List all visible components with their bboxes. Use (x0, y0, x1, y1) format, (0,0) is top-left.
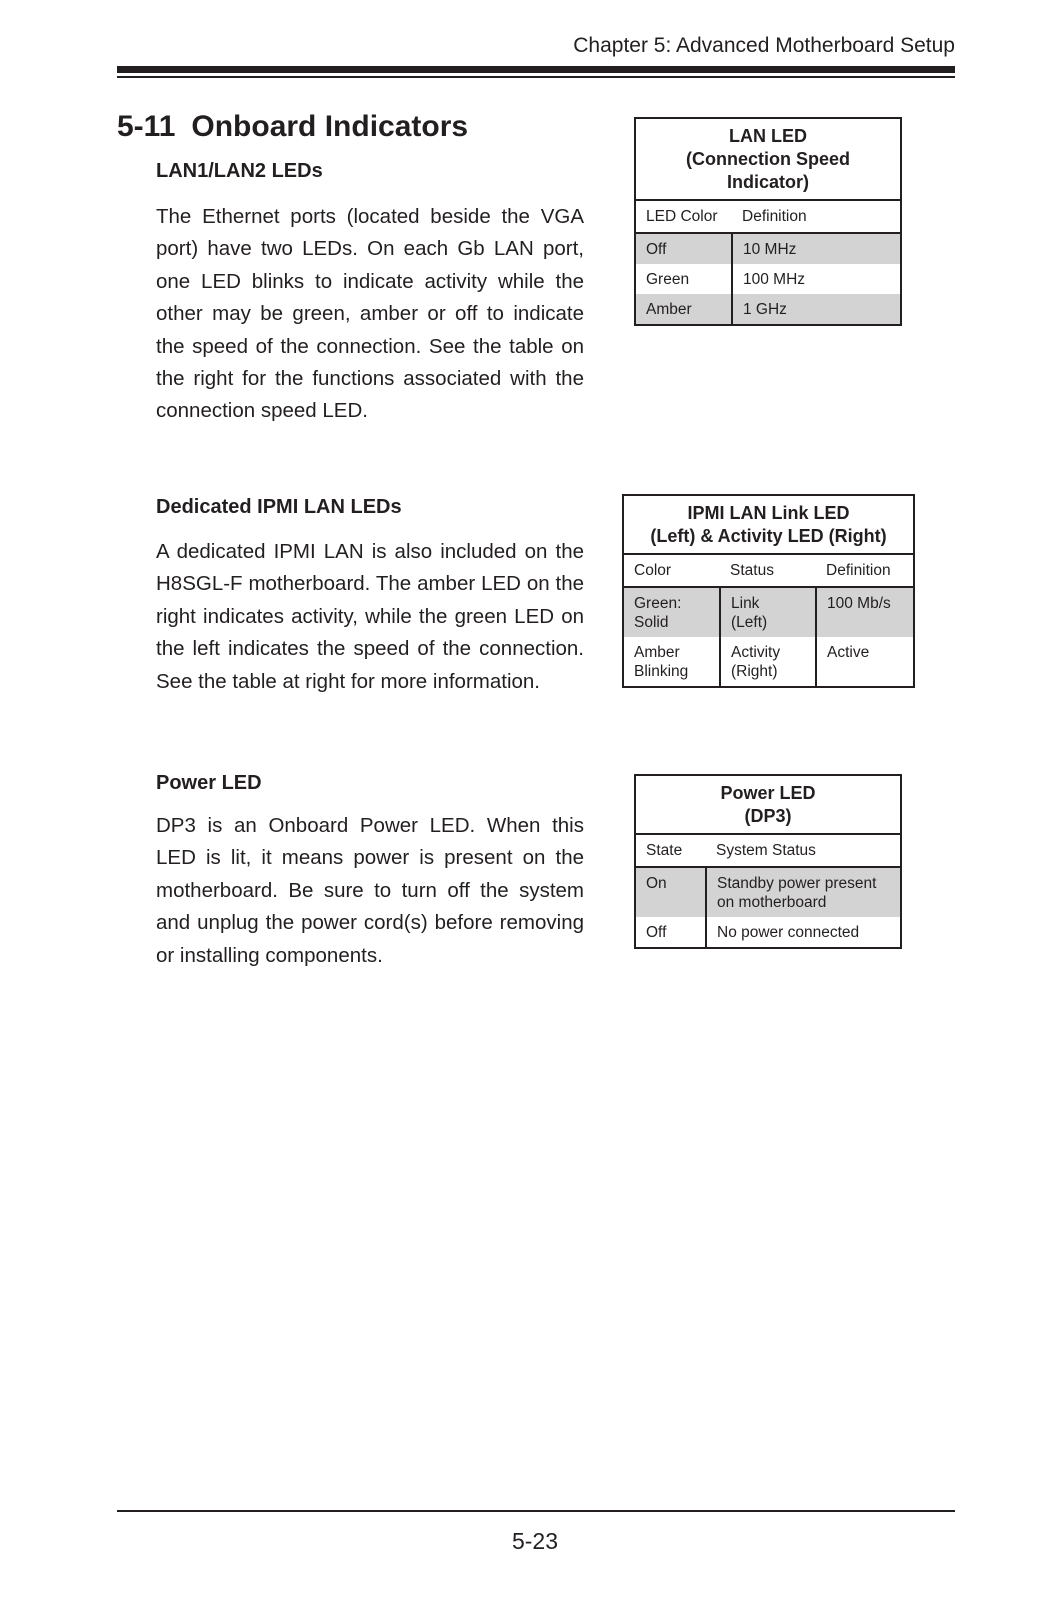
caption-line: Indicator) (726, 172, 809, 192)
lan-leds-heading: LAN1/LAN2 LEDs (156, 160, 323, 182)
section-title (117, 110, 468, 144)
section-number: 5-11 (117, 110, 176, 143)
column-header: Definition (732, 200, 901, 233)
chapter-header: Chapter 5: Advanced Motherboard Setup (573, 34, 955, 57)
column-header: State (635, 834, 706, 867)
column-header: LED Color (635, 200, 732, 233)
cell-line: Green: (634, 595, 682, 612)
power-led-heading: Power LED (156, 772, 262, 794)
lan-led-table-caption (635, 118, 901, 200)
cell-line: On (646, 875, 667, 892)
column-header: Definition (816, 554, 914, 587)
column-header: Color (623, 554, 720, 587)
table-cell: Off (635, 233, 732, 264)
cell-line: (Left) (731, 614, 768, 631)
power-led-body: DP3 is an Onboard Power LED. When this LED is lit, it means power is present on the motherboard. Be sure to turn off the system and unplug the power cord(s) before removing or installing components. (156, 814, 584, 967)
caption-line: (DP3) (744, 806, 792, 826)
header-rule-thick (117, 66, 955, 73)
cell-line: 100 Mb/s (827, 595, 891, 612)
column-header: Status (720, 554, 816, 587)
table-cell (720, 637, 816, 687)
table-cell (816, 587, 914, 637)
table-cell (635, 917, 706, 948)
cell-line: Blinking (634, 663, 689, 680)
header-rule-thin (117, 76, 955, 78)
cell-line: Solid (634, 614, 669, 631)
table-cell (635, 867, 706, 917)
table-row (635, 233, 901, 264)
table-row (623, 637, 914, 687)
power-led-table-caption (635, 775, 901, 834)
table-cell: 10 MHz (732, 233, 901, 264)
footer-rule (117, 1510, 955, 1512)
section-title-text: Onboard Indicators (191, 110, 469, 143)
table-cell (623, 587, 720, 637)
table-row (623, 587, 914, 637)
cell-line: Link (731, 595, 760, 612)
column-header: System Status (706, 834, 901, 867)
table-cell: 100 MHz (732, 264, 901, 294)
cell-line: Off (646, 924, 667, 941)
ipmi-leds-body: A dedicated IPMI LAN is also included on the H8SGL-F motherboard. The amber LED on the right indicates activity, while the green LED on the left indicates the speed of the connection. See the table at right for more information. (156, 540, 584, 693)
table-cell (816, 637, 914, 687)
ipmi-led-table-caption (623, 495, 914, 554)
power-led-table (634, 774, 902, 949)
table-header-row (635, 834, 901, 867)
cell-line: No power connected (717, 924, 860, 941)
cell-line: Amber (634, 644, 680, 661)
caption-line: (Connection Speed (685, 149, 850, 169)
lan-led-table (634, 117, 902, 326)
cell-line: Activity (731, 644, 781, 661)
table-header-row (635, 200, 901, 233)
table-cell: 1 GHz (732, 294, 901, 325)
table-row (635, 264, 901, 294)
cell-line: Standby power present (717, 875, 877, 892)
ipmi-led-table (622, 494, 915, 688)
table-cell (706, 917, 901, 948)
table-cell: Amber (635, 294, 732, 325)
cell-line: on motherboard (717, 894, 827, 911)
table-cell (706, 867, 901, 917)
lan-leds-body: The Ethernet ports (located beside the VGA port) have two LEDs. On each Gb LAN port, one LED blinks to indicate activity while the other may be green, amber or off to indicate the speed of the connection. See the table on the right for the functions associated with the connection speed LED. (156, 205, 584, 423)
table-header-row (623, 554, 914, 587)
cell-line: (Right) (731, 663, 778, 680)
caption-line: LAN LED (729, 126, 807, 146)
caption-line: (Left) & Activity LED (Right) (650, 526, 887, 546)
table-row (635, 294, 901, 325)
caption-line: IPMI LAN Link LED (687, 503, 850, 523)
table-cell (720, 587, 816, 637)
table-cell: Green (646, 271, 690, 288)
caption-line: Power LED (720, 783, 816, 803)
ipmi-leds-heading: Dedicated IPMI LAN LEDs (156, 496, 402, 518)
cell-line: Active (827, 644, 870, 661)
table-row (635, 917, 901, 948)
table-cell (623, 637, 720, 687)
page-number: 5-23 (511, 1528, 559, 1554)
table-row (635, 867, 901, 917)
